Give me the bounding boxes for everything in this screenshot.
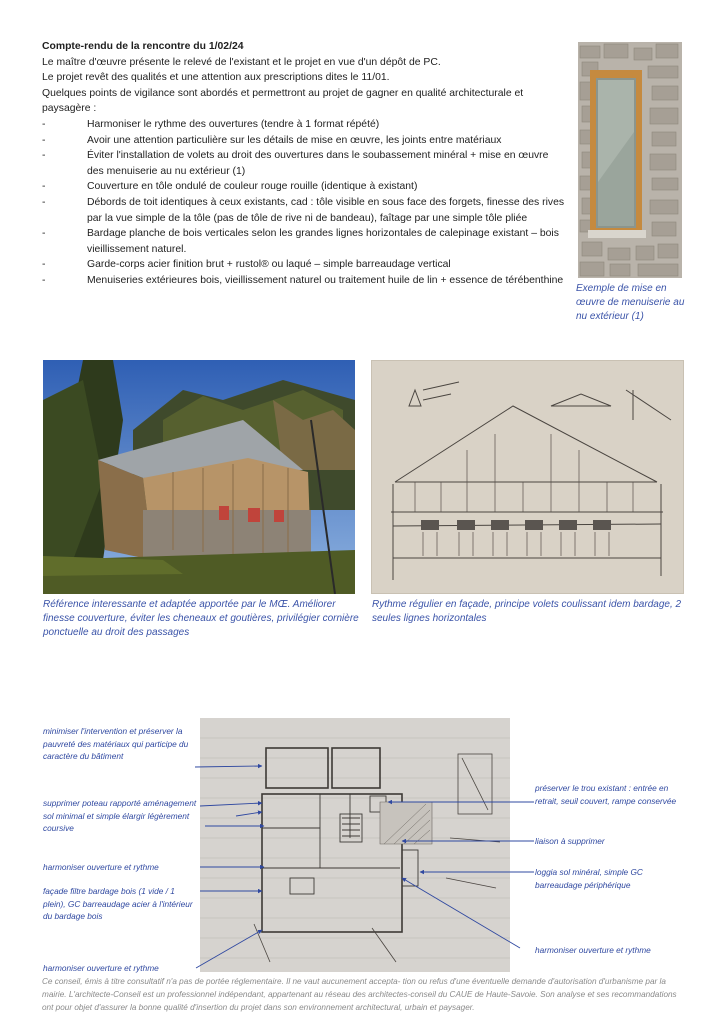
barn-photo-caption: Référence interessante et adaptée apportée par le MŒ. Améliorer finesse couverture, éviter les cheneaux et goutières, privilégier cornière ponctuelle au droit des passages: [43, 599, 359, 638]
minutes-paragraph: Le maître d'œuvre présente le relevé de l'existant et le projet en vue d'un dépôt de PC.: [42, 56, 441, 68]
minutes-paragraph: Quelques points de vigilance sont abordés et permettront au projet de gagner en qualité architecturale et paysagère :: [42, 87, 524, 115]
minutes-title: Compte-rendu de la rencontre du 1/02/24: [42, 41, 244, 52]
bullet-marker: -: [42, 196, 46, 208]
bullet-marker: -: [42, 181, 46, 193]
minutes-paragraph: Le projet revêt des qualités et une attention aux prescriptions dites le 11/01.: [42, 72, 390, 84]
bullet-marker: -: [42, 134, 46, 146]
bullet-text: Couverture en tôle ondulé de couleur rouge rouille (identique à existant): [87, 181, 418, 193]
plan-note-left-3: harmoniser ouverture et rythme: [43, 862, 159, 872]
bullet-marker: -: [42, 259, 46, 271]
footer-disclaimer: Ce conseil, émis à titre consultatif n'a pas de portée réglementaire. Il ne vaut aucunement accepta- tion ou refus d'une éventuelle demande d'autorisation d'urbanisme par la mairie. L'architecte-Conseil est un professionnel indépendant, appartenant au réseau des architectes-conseil du CAUE de Haute-Savoie. Son analyse et ses recommandations ont pour objet d'assurer la bonne qualité d'insertion du projet dans son environnement architectural, urbain et paysager.: [42, 977, 677, 1012]
plan-note-left-4: façade filtre bardage bois (1 vide / 1 plein), GC barreaudage acier à l'intérieur du bardage bois: [43, 886, 193, 921]
bullet-text: Bardage planche de bois verticales selon les grandes lignes horizontales de calepinage existant – bois vieillissement naturel.: [87, 228, 559, 255]
plan-note-right-1: préserver le trou existant : entrée en retrait, seuil couvert, rampe conservée: [535, 783, 677, 806]
bullet-text: Avoir une attention particulière sur les détails de mise en œuvre, les joints entre matériaux: [87, 134, 502, 146]
bullet-text: Débords de toit identiques à ceux existants, cad : tôle visible en sous face des forgets, finesse des rives par la vue simple de la tôle (pas de tôle de rive ni de bandeau), faîtage par une simple tôle pliée: [87, 196, 565, 224]
plan-note-left-2: supprimer poteau rapporté aménagement sol minimal et simple élargir légèrement coursive: [43, 798, 197, 833]
bullet-text: Éviter l'installation de volets au droit des ouvertures dans le soubassement minéral + mise en œuvre des menuiserie au nu extérieur (1): [87, 150, 549, 177]
arrow: [402, 878, 520, 948]
sketch-caption: Rythme régulier en façade, principe volets coulissant idem bardage, 2 seules lignes horizontales: [372, 599, 682, 624]
bullet-text: Garde-corps acier finition brut + rustol® ou laqué – simple barreaudage vertical: [87, 259, 451, 271]
arrow: [196, 930, 262, 968]
plan-note-left-1: minimiser l'intervention et préserver la pauvreté des matériaux qui participe du caractère du bâtiment: [43, 726, 189, 761]
bullet-marker: -: [42, 118, 46, 130]
plan-note-left-5: harmoniser ouverture et rythme: [43, 963, 159, 973]
bullet-text: Harmoniser le rythme des ouvertures (tendre à 1 format répété): [87, 118, 380, 130]
bullet-marker: -: [42, 274, 46, 286]
arrow: [200, 803, 262, 806]
bullet-marker: -: [42, 228, 46, 240]
bullet-text: Menuiseries extérieures bois, vieillissement naturel ou traitement huile de lin + essence de térébenthine: [87, 274, 564, 286]
plan-note-right-4: harmoniser ouverture et rythme: [535, 945, 651, 955]
plan-note-right-2: liaison à supprimer: [535, 836, 605, 846]
arrow: [236, 812, 262, 816]
arrow: [195, 766, 262, 767]
bullet-marker: -: [42, 150, 46, 162]
plan-note-right-3: loggia sol minéral, simple GC barreaudage périphérique: [535, 867, 643, 890]
window-example-caption: Exemple de mise en œuvre de menuiserie au nu extérieur (1): [576, 283, 685, 322]
